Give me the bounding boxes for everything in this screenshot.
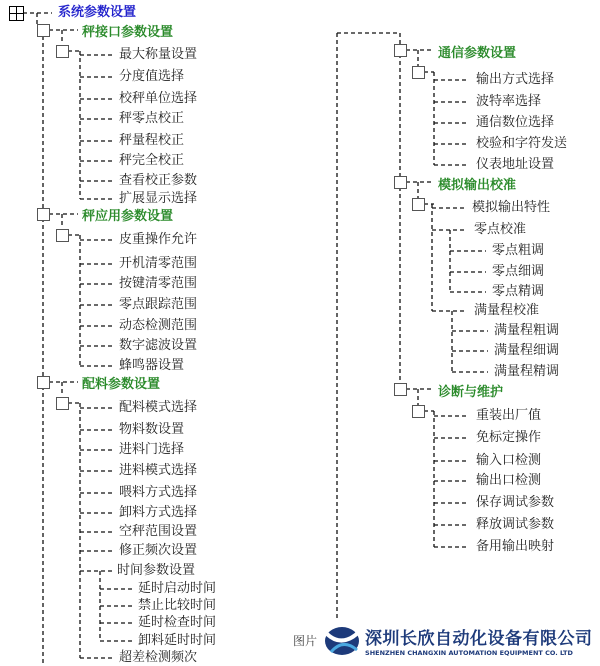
tree-item: 修正频次设置 [119, 543, 198, 558]
tree-item: 零点粗调 [492, 243, 545, 258]
image-caption: 图片 [293, 634, 318, 648]
tree-item: 数字滤波设置 [119, 338, 198, 353]
group-title: 配料参数设置 [82, 377, 161, 392]
tree-item: 卸料方式选择 [119, 505, 198, 520]
footer [293, 624, 593, 657]
tree-item: 保存调试参数 [476, 495, 555, 510]
company-name-cn: 深圳长欣自动化设备有限公司 [365, 629, 593, 649]
tree-item: 喂料方式选择 [119, 485, 198, 500]
tree-item: 空秤范围设置 [119, 524, 198, 539]
collapse-box-icon [394, 44, 407, 57]
tree-item: 延时启动时间 [138, 581, 217, 596]
tree-item: 秤完全校正 [119, 153, 185, 168]
tree-item: 满量程精调 [494, 364, 560, 379]
tree-item: 蜂鸣器设置 [119, 358, 185, 373]
tree-item: 按键清零范围 [119, 276, 198, 291]
root-title: 系统参数设置 [58, 5, 137, 20]
tree-item: 输出方式选择 [476, 72, 555, 87]
tree-item: 配料模式选择 [119, 400, 198, 415]
collapse-box-icon [412, 66, 425, 79]
tree-item: 满量程校准 [474, 303, 540, 318]
tree-item: 时间参数设置 [117, 563, 196, 578]
collapse-box-icon [394, 176, 407, 189]
tree-item: 满量程粗调 [494, 323, 560, 338]
tree-item: 零点细调 [492, 264, 545, 279]
tree-item: 波特率选择 [476, 94, 542, 109]
tree-item: 皮重操作允许 [119, 232, 198, 247]
tree-item: 校秤单位选择 [119, 91, 198, 106]
group-title: 秤接口参数设置 [82, 25, 174, 40]
tree-item: 查看校正参数 [119, 173, 198, 188]
tree-item: 零点校准 [474, 222, 527, 237]
tree-item: 物料数设置 [119, 422, 185, 437]
tree-item: 超差检测频次 [119, 650, 198, 665]
collapse-box-icon [56, 397, 69, 410]
collapse-box-icon [37, 24, 50, 37]
group-title: 模拟输出校准 [438, 178, 517, 193]
tree-item: 秤量程校正 [119, 133, 185, 148]
tree-item: 免标定操作 [476, 430, 542, 445]
tree-item: 模拟输出特性 [472, 200, 551, 215]
tree-item: 延时检查时间 [138, 615, 217, 630]
tree-item: 分度值选择 [119, 69, 185, 84]
tree-item: 校验和字符发送 [476, 136, 568, 151]
tree-item: 开机清零范围 [119, 256, 198, 271]
company-name-en: SHENZHEN CHANGXIN AUTOMATION EQUIPMENT CO. LTD [365, 649, 573, 657]
tree-item: 进料门选择 [119, 442, 185, 457]
tree-item: 秤零点校正 [119, 111, 185, 126]
tree-item: 扩展显示选择 [119, 191, 198, 206]
tree-item: 动态检测范围 [119, 318, 198, 333]
group-title: 诊断与维护 [438, 385, 504, 400]
collapse-box-icon [412, 405, 425, 418]
tree-item: 释放调试参数 [476, 517, 555, 532]
tree-item: 仪表地址设置 [476, 157, 555, 172]
tree-item: 输出口检测 [476, 473, 542, 488]
collapse-box-icon [37, 208, 50, 221]
tree-item: 零点跟踪范围 [119, 297, 198, 312]
group-title: 通信参数设置 [438, 46, 517, 61]
group-title: 秤应用参数设置 [82, 209, 174, 224]
tree-item: 禁止比较时间 [138, 598, 217, 613]
tree-item: 输入口检测 [476, 453, 542, 468]
tree-item: 零点精调 [492, 284, 545, 299]
tree-item: 备用输出映射 [476, 539, 555, 554]
collapse-box-icon [56, 229, 69, 242]
company-logo-icon [323, 626, 361, 656]
tree-item: 最大称量设置 [119, 47, 198, 62]
tree-item: 重装出厂值 [476, 408, 542, 423]
collapse-box-icon [412, 198, 425, 211]
collapse-box-icon [56, 45, 69, 58]
expand-icon [9, 6, 24, 21]
tree-item: 进料模式选择 [119, 463, 198, 478]
tree-item: 满量程细调 [494, 343, 560, 358]
collapse-box-icon [37, 376, 50, 389]
tree-item: 卸料延时时间 [138, 633, 217, 648]
tree-item: 通信数位选择 [476, 115, 555, 130]
collapse-box-icon [394, 383, 407, 396]
